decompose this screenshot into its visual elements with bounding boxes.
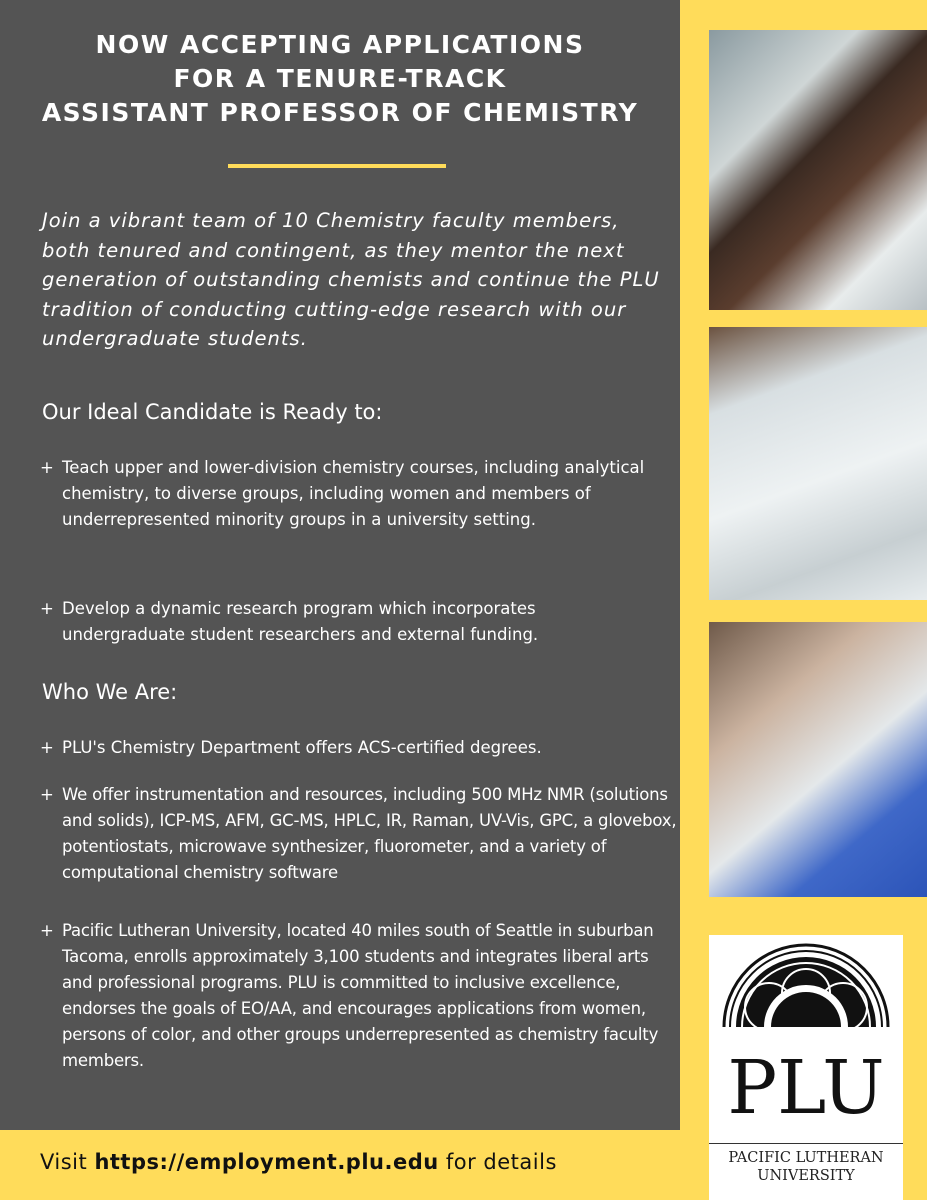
logo-monogram: PLU [727,1045,885,1131]
bullet-plus: + [40,458,54,477]
footer-suffix: for details [445,1150,557,1174]
plu-logo [709,935,903,1200]
employment-link[interactable]: https://employment.plu.edu [94,1150,439,1174]
list-item-text: Pacific Lutheran University, located 40 miles south of Seattle in suburban Tacoma, enrolls approximately 3,100 students and integrates liberal arts and professional programs. PLU is committed to inclusive excellence, endorses the goals of EO/AA, and encourages applications from women, persons of color, and other groups underrepresented as chemistry faculty members. [62,921,659,1070]
lab-glassware-photo [709,622,927,897]
bullet-plus: + [40,785,54,804]
logo-wordmark [709,1149,903,1185]
list-item [40,596,660,648]
list-item-text: PLU's Chemistry Department offers ACS-certified degrees. [62,738,542,757]
list-item [40,735,660,761]
title-divider [228,164,446,168]
title-line: FOR A TENURE-TRACK [173,64,507,93]
title-line: NOW ACCEPTING APPLICATIONS [95,30,585,59]
ideal-candidate-heading: Our Ideal Candidate is Ready to: [42,400,383,424]
logo-name-line: UNIVERSITY [757,1168,855,1184]
footer-cta [40,1150,557,1174]
list-item-text: Teach upper and lower-division chemistry courses, including analytical chemistry, to diverse groups, including women and members of underrepresented minority groups in a university setting. [62,458,645,529]
logo-divider [709,1143,903,1144]
whiteboard-chemistry-photo [709,327,927,600]
title-line: ASSISTANT PROFESSOR OF CHEMISTRY [41,98,639,127]
logo-name-line: PACIFIC LUTHERAN [728,1150,884,1166]
bullet-plus: + [40,599,54,618]
bullet-plus: + [40,738,54,757]
student-goggles-photo [709,30,927,310]
intro-paragraph: Join a vibrant team of 10 Chemistry faculty members, both tenured and contingent, as they mentor the next generation of outstanding chemists and continue the PLU tradition of conducting cutting-edge research with our undergraduate students. [42,209,660,350]
list-item [40,455,660,533]
list-item [40,918,680,1074]
who-we-are-heading: Who We Are: [42,680,178,704]
list-item-text: We offer instrumentation and resources, including 500 MHz NMR (solutions and solids), ICP-MS, AFM, GC-MS, HPLC, IR, Raman, UV-Vis, GPC, a glovebox, potentiostats, microwave synthesizer, fluorometer, and a variety of computational chemistry software [62,785,677,882]
list-item-text: Develop a dynamic research program which incorporates undergraduate student researchers and external funding. [62,599,539,644]
list-item [40,782,680,886]
bullet-plus: + [40,921,54,940]
rose-window-icon [709,935,903,1145]
footer-prefix: Visit [40,1150,88,1174]
page-title [0,28,680,130]
